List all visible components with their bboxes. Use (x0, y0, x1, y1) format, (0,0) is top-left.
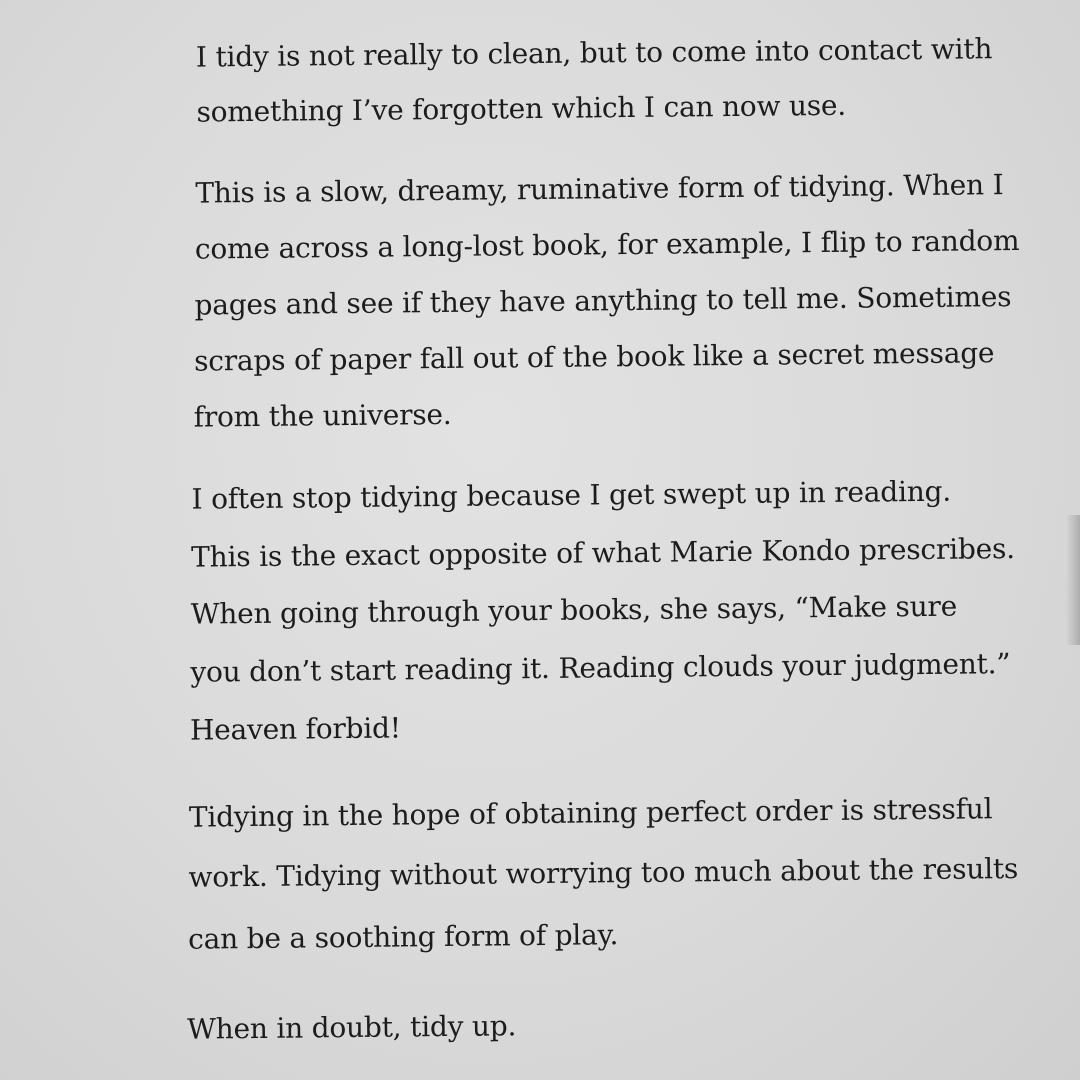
text-line: scraps of paper fall out of the book like a secret message (193, 336, 995, 378)
text-line: I tidy is not really to clean, but to come into contact with (195, 32, 993, 74)
text-line: When in doubt, tidy up. (186, 1009, 517, 1046)
text-line: can be a soothing form of play. (187, 918, 619, 956)
text-line: you don’t start reading it. Reading clouds your judgment.” (190, 647, 1011, 689)
text-line: Heaven forbid! (189, 711, 402, 747)
text-line: from the universe. (193, 397, 452, 434)
text-line: When going through your books, she says, “Make sure (190, 589, 958, 631)
text-line: come across a long-lost book, for example, I flip to random (194, 223, 1020, 266)
text-line: This is the exact opposite of what Marie Kondo prescribes. (190, 532, 1016, 574)
text-line: I often stop tidying because I get swept up in reading. (191, 474, 952, 516)
text-line: This is a slow, dreamy, ruminative form of tidying. When I (195, 168, 1004, 210)
text-line: pages and see if they have anything to tell me. Sometimes (194, 280, 1012, 322)
text-line: Tidying in the hope of obtaining perfect order is stressful (188, 792, 993, 834)
text-line: work. Tidying without worrying too much about the results (188, 852, 1019, 894)
text-line: something I’ve forgotten which I can now use. (196, 88, 847, 129)
